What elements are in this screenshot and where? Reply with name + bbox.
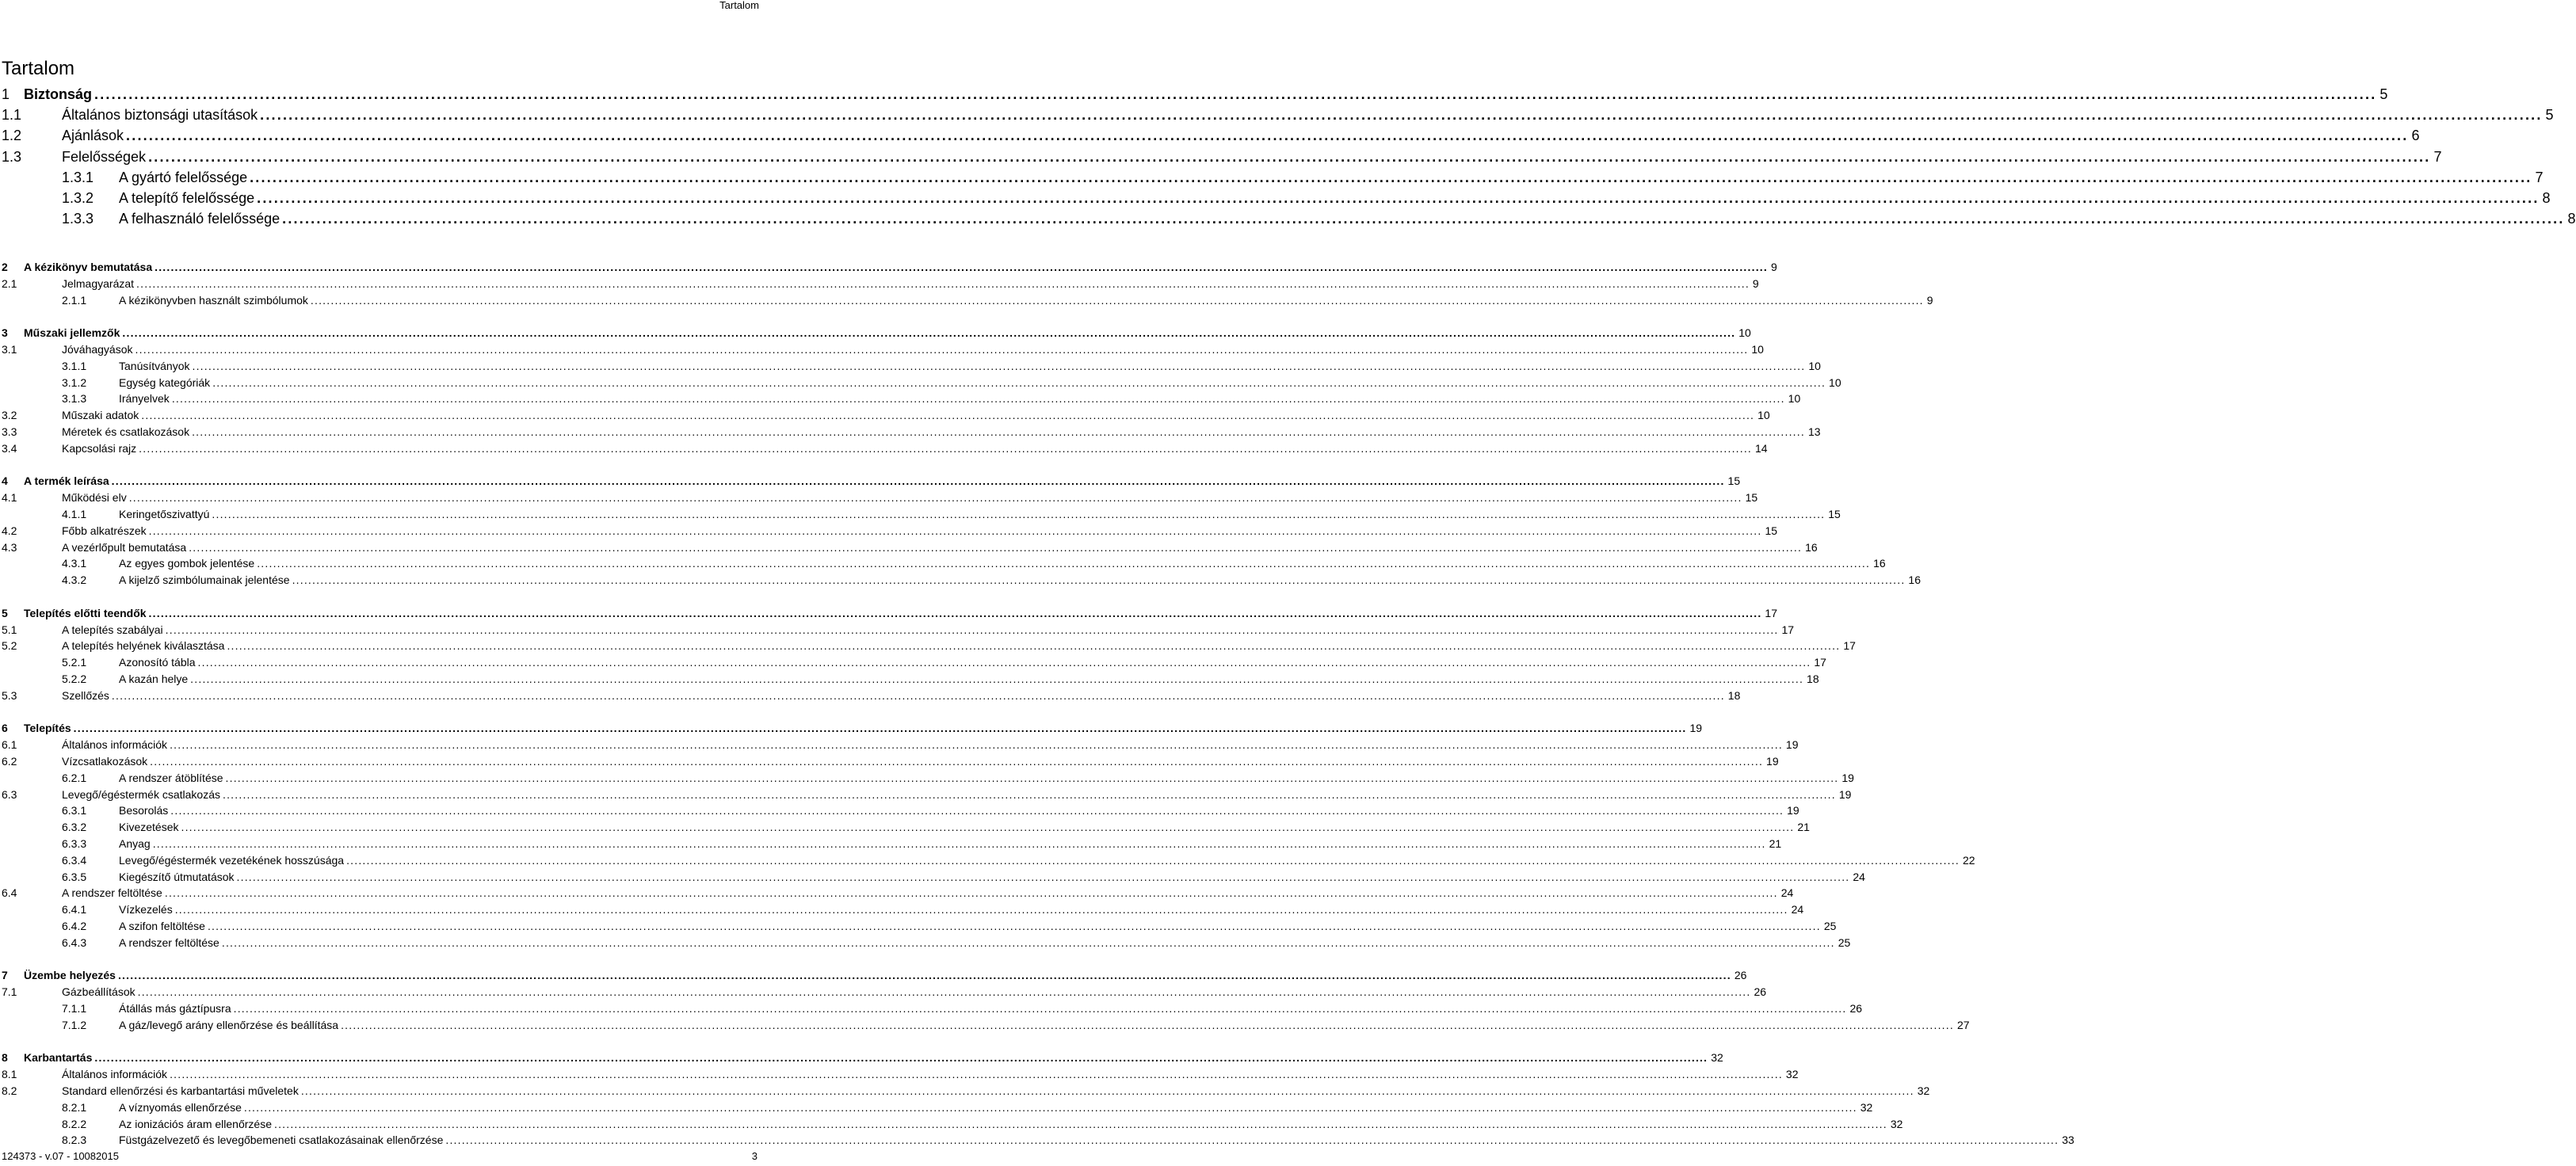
toc-entry-label: Keringetőszivattyú [119,508,210,520]
toc-entry-page: 10 [1757,409,1770,422]
toc-entry-label: A kézikönyvben használt szimbólumok [119,293,308,307]
toc-entry-number: 5 [2,606,8,619]
toc-entry-page: 10 [1829,375,1841,389]
toc-entry-label: Kivezetések [119,821,179,834]
toc-entry[interactable] [0,260,1777,274]
toc-entry-number: 7.1 [2,985,17,999]
dot-leader: ................................................................................................................................................................................................................................................................................................................................................................................................................ [122,326,1736,340]
dot-leader: ................................................................................................................................................................................................................................................................................................................................................................................................................ [94,86,2377,102]
toc-entry[interactable] [0,968,1747,982]
toc-entry-number: 8 [2,1051,8,1065]
dot-leader: ................................................................................................................................................................................................................................................................................................................................................................................................................ [152,837,1766,850]
dot-leader: ................................................................................................................................................................................................................................................................................................................................................................................................................ [257,557,1871,570]
toc-entry-number: 5.2 [2,639,17,653]
toc-entry-page: 26 [1754,985,1767,999]
dot-leader: ................................................................................................................................................................................................................................................................................................................................................................................................................ [135,343,1749,356]
toc-entry-label: A víznyomás ellenőrzése [119,1100,242,1114]
dot-leader: ................................................................................................................................................................................................................................................................................................................................................................................................................ [126,128,2409,144]
dot-leader: ................................................................................................................................................................................................................................................................................................................................................................................................................ [212,508,1826,520]
toc-entry-number: 3.3 [2,425,17,438]
toc-entry-label: A rendszer átöblítése [119,771,223,784]
toc-entry-number: 6.4.2 [62,920,87,932]
toc-entry-label: Kiegészítő útmutatások [119,870,235,883]
toc-entry-number: 6.3.5 [62,870,87,883]
dot-leader: ................................................................................................................................................................................................................................................................................................................................................................................................................ [292,573,1906,587]
toc-entry-label: Méretek és csatlakozások [62,425,190,438]
toc-entry-page: 16 [1805,540,1818,554]
toc-entry-number: 6.4.1 [62,903,87,916]
toc-entry-page: 8 [2542,190,2551,206]
toc-entry[interactable] [0,127,2420,144]
toc-entry-number: 1.3 [2,148,22,165]
toc-entry[interactable] [0,86,2388,103]
toc-entry-label: A telepítés helyének kiválasztása [62,639,225,653]
toc-entry[interactable] [0,540,1818,554]
toc-entry-label: A kijelző szimbólumainak jelentése [119,573,290,587]
toc-entry-page: 17 [1765,606,1777,619]
toc-entry-page: 5 [2545,107,2554,124]
toc-entry-number: 7.1.1 [62,1002,87,1015]
toc-entry[interactable] [0,606,1777,620]
toc-entry-page: 17 [1814,656,1826,669]
toc-entry-label: A termék leírása [24,474,109,488]
toc-entry[interactable] [0,1067,1799,1081]
toc-entry-number: 1.3.1 [62,169,94,185]
dot-leader: ................................................................................................................................................................................................................................................................................................................................................................................................................ [207,920,1821,932]
toc-entry-label: Besorolás [119,804,169,817]
toc-entry-page: 7 [2433,148,2442,165]
toc-entry-label: Általános információk [62,1068,168,1081]
toc-entry-page: 9 [1752,276,1759,290]
page-number: 3 [751,1150,758,1162]
toc-entry-page: 21 [1797,821,1810,834]
dot-leader: ................................................................................................................................................................................................................................................................................................................................................................................................................ [221,935,1835,949]
toc-entry[interactable] [0,573,1921,587]
dot-leader: ................................................................................................................................................................................................................................................................................................................................................................................................................ [73,722,1687,735]
toc-entry-page: 8 [2567,211,2576,227]
toc-entry-number: 7.1.2 [62,1018,87,1031]
toc-entry-number: 6.3 [2,787,17,801]
toc-entry-page: 32 [1711,1051,1723,1065]
toc-entry-page: 19 [1785,738,1799,752]
toc-entry-label: A gáz/levegő arány ellenőrzése és beállítása [119,1018,339,1031]
toc-entry-number: 4.3 [2,540,17,554]
toc-entry-number: 3 [2,326,8,340]
document-id: 124373 - v.07 - 10082015 [2,1150,119,1162]
toc-entry[interactable] [0,1117,1903,1131]
toc-entry[interactable] [0,853,1975,867]
dot-leader: ................................................................................................................................................................................................................................................................................................................................................................................................................ [273,1117,1887,1130]
dot-leader: ................................................................................................................................................................................................................................................................................................................................................................................................................ [227,639,1841,653]
toc-entry-page: 15 [1745,491,1758,505]
toc-entry[interactable] [0,737,1799,752]
dot-leader: ................................................................................................................................................................................................................................................................................................................................................................................................................ [233,1002,1847,1015]
toc-entry-number: 4.2 [2,524,17,537]
toc-entry-page: 10 [1738,326,1751,340]
toc-entry-label: Tanúsítványok [119,359,190,372]
dot-leader: ................................................................................................................................................................................................................................................................................................................................................................................................................ [189,540,1803,554]
toc-entry-page: 25 [1838,935,1851,949]
toc-entry-label: A kézikönyv bemutatása [24,261,153,273]
toc-entry-number: 6.3.1 [62,804,87,817]
toc-entry-label: A szifon feltöltése [119,920,205,932]
dot-leader: ................................................................................................................................................................................................................................................................................................................................................................................................................ [165,623,1779,636]
toc-entry-page: 27 [1956,1018,1970,1031]
toc-entry-page: 16 [1908,573,1921,587]
toc-entry-page: 24 [1791,903,1804,916]
toc-entry-number: 5.3 [2,688,17,702]
toc-entry[interactable] [0,771,1854,785]
toc-entry-number: 6.3.3 [62,837,87,850]
dot-leader: ................................................................................................................................................................................................................................................................................................................................................................................................................ [300,1084,1914,1097]
toc-entry-number: 6.3.4 [62,853,87,867]
toc-entry-page: 19 [1841,771,1854,784]
toc-entry[interactable] [0,342,1764,356]
toc-entry[interactable] [0,638,1856,653]
toc-entry[interactable] [0,408,1770,422]
toc-entry[interactable] [0,935,1851,950]
toc-entry-page: 33 [2062,1134,2074,1147]
dot-leader: ................................................................................................................................................................................................................................................................................................................................................................................................................ [341,1018,1954,1031]
toc-entry[interactable] [0,326,1751,340]
toc-entry-label: A telepítő felelőssége [119,190,255,206]
toc-entry[interactable] [0,1100,1873,1115]
toc-entry-page: 32 [1890,1117,1903,1130]
toc-entry-page: 17 [1843,639,1856,653]
toc-entry-label: Kapcsolási rajz [62,441,137,455]
toc-entry-page: 22 [1962,853,1975,867]
toc-entry[interactable] [0,425,1821,439]
toc-entry-number: 5.2.2 [62,673,87,685]
toc-entry[interactable] [0,1084,1930,1098]
dot-leader: ................................................................................................................................................................................................................................................................................................................................................................................................................ [212,375,1826,389]
toc-entry-page: 9 [1770,261,1777,273]
dot-leader: ................................................................................................................................................................................................................................................................................................................................................................................................................ [282,211,2565,227]
toc-entry-page: 15 [1765,524,1778,537]
toc-entry[interactable] [0,169,2544,186]
toc-entry-page: 9 [1926,293,1933,307]
toc-entry[interactable] [0,820,1810,834]
toc-entry[interactable] [0,1018,1970,1032]
dot-leader: ................................................................................................................................................................................................................................................................................................................................................................................................................ [111,688,1725,702]
toc-entry-label: Azonosító tábla [119,656,196,669]
dot-leader: ................................................................................................................................................................................................................................................................................................................................................................................................................ [346,853,1960,867]
toc-entry[interactable] [0,507,1841,521]
toc-entry-number: 1.1 [2,107,22,124]
toc-entry-number: 2 [2,261,8,273]
toc-entry-label: Jóváhagyások [62,343,133,356]
toc-entry[interactable] [0,148,2442,166]
toc-entry-number: 8.1 [2,1068,17,1081]
toc-entry[interactable] [0,441,1768,455]
toc-entry-page: 17 [1781,623,1795,636]
dot-leader: ................................................................................................................................................................................................................................................................................................................................................................................................................ [250,169,2532,185]
dot-leader: ................................................................................................................................................................................................................................................................................................................................................................................................................ [94,1051,1708,1065]
toc-entry-number: 2.1.1 [62,293,87,307]
toc-entry-number: 2.1 [2,276,17,290]
toc-entry-number: 6.4 [2,886,17,900]
toc-entry-number: 8.2.3 [62,1134,87,1147]
toc-entry-number: 1.2 [2,128,22,144]
toc-entry-page: 32 [1917,1084,1930,1097]
dot-leader: ................................................................................................................................................................................................................................................................................................................................................................................................................ [171,392,1785,406]
dot-leader: ................................................................................................................................................................................................................................................................................................................................................................................................................ [445,1134,2059,1147]
toc-entry[interactable] [0,919,1837,933]
toc-entry-page: 10 [1751,343,1764,356]
toc-entry[interactable] [0,524,1778,538]
toc-entry[interactable] [0,754,1779,768]
toc-entry[interactable] [0,886,1794,900]
toc-entry[interactable] [0,787,1852,802]
dot-leader: ................................................................................................................................................................................................................................................................................................................................................................................................................ [141,409,1755,422]
dot-leader: ................................................................................................................................................................................................................................................................................................................................................................................................................ [170,1068,1783,1081]
toc-entry-label: Standard ellenőrzési és karbantartási műveletek [62,1084,299,1097]
dot-leader: ................................................................................................................................................................................................................................................................................................................................................................................................................ [155,261,1768,273]
toc-entry-label: Levegő/égéstermék vezetékének hosszúsága [119,853,345,867]
dot-leader: ................................................................................................................................................................................................................................................................................................................................................................................................................ [170,738,1783,752]
toc-entry-label: Vízkezelés [119,903,173,916]
page-title: Tartalom [2,58,75,80]
toc-entry[interactable] [0,210,2576,227]
toc-entry-page: 10 [1808,359,1821,372]
toc-entry-label: Biztonság [24,86,93,102]
toc-entry-label: A rendszer feltöltése [62,886,162,900]
toc-entry-number: 6 [2,722,8,735]
toc-entry[interactable] [0,902,1804,916]
toc-entry-number: 4.1 [2,491,17,505]
dot-leader: ................................................................................................................................................................................................................................................................................................................................................................................................................ [148,148,2431,165]
toc-entry-page: 18 [1727,688,1741,702]
toc-entry-number: 4.1.1 [62,508,87,520]
running-header: Tartalom [719,0,759,11]
toc-entry[interactable] [0,490,1758,505]
toc-entry-number: 6.1 [2,738,17,752]
toc-entry-page: 26 [1734,969,1747,982]
dot-leader: ................................................................................................................................................................................................................................................................................................................................................................................................................ [223,787,1836,801]
dot-leader: ................................................................................................................................................................................................................................................................................................................................................................................................................ [128,491,1742,505]
toc-entry[interactable] [0,836,1782,851]
toc-entry-label: A telepítés szabályai [62,623,163,636]
toc-entry[interactable] [0,391,1801,406]
toc-entry-number: 3.1.1 [62,359,87,372]
toc-entry-label: Karbantartás [24,1051,93,1065]
toc-entry[interactable] [0,359,1821,373]
dot-leader: ................................................................................................................................................................................................................................................................................................................................................................................................................ [148,606,1762,619]
toc-entry-number: 8.2 [2,1084,17,1097]
toc-entry-label: Általános biztonsági utasítások [62,107,258,124]
toc-entry[interactable] [0,106,2554,124]
toc-entry-number: 5.1 [2,623,17,636]
toc-entry[interactable] [0,672,1819,686]
toc-entry-page: 32 [1785,1068,1799,1081]
dot-leader: ................................................................................................................................................................................................................................................................................................................................................................................................................ [192,359,1806,372]
toc-entry-label: Telepítés [24,722,71,735]
toc-entry-page: 7 [2535,169,2544,185]
toc-entry-label: Felelősségek [62,148,147,165]
dot-leader: ................................................................................................................................................................................................................................................................................................................................................................................................................ [243,1100,1857,1114]
toc-entry-label: Üzembe helyezés [24,969,116,982]
toc-entry-number: 3.1.2 [62,375,87,389]
dot-leader: ................................................................................................................................................................................................................................................................................................................................................................................................................ [137,985,1751,999]
dot-leader: ................................................................................................................................................................................................................................................................................................................................................................................................................ [148,524,1762,537]
dot-leader: ................................................................................................................................................................................................................................................................................................................................................................................................................ [236,870,1850,883]
toc-entry-page: 21 [1769,837,1782,850]
toc-entry-page: 19 [1838,787,1852,801]
toc-entry-number: 3.1 [2,343,17,356]
dot-leader: ................................................................................................................................................................................................................................................................................................................................................................................................................ [257,190,2540,206]
toc-entry-number: 4.3.2 [62,573,87,587]
toc-entry-label: Műszaki jellemzők [24,326,120,340]
toc-entry-label: Műszaki adatok [62,409,139,422]
toc-entry[interactable] [0,276,1759,291]
toc-entry-page: 26 [1849,1002,1863,1015]
toc-entry[interactable] [0,189,2551,207]
toc-entry-label: Egység kategóriák [119,375,211,389]
toc-entry-number: 4 [2,474,8,488]
dot-leader: ................................................................................................................................................................................................................................................................................................................................................................................................................ [192,425,1805,438]
toc-entry-number: 3.2 [2,409,17,422]
toc-entry-page: 19 [1766,755,1779,768]
toc-entry-label: Főbb alkatrészek [62,524,147,537]
toc-entry-label: Átállás más gáztípusra [119,1002,231,1015]
dot-leader: ................................................................................................................................................................................................................................................................................................................................................................................................................ [197,656,1811,669]
toc-entry-page: 14 [1755,441,1768,455]
toc-entry-number: 1 [2,86,10,102]
toc-entry-page: 19 [1689,722,1703,735]
toc-entry-number: 6.2.1 [62,771,87,784]
toc-entry-page: 6 [2411,128,2420,144]
toc-entry-label: Az ionizációs áram ellenőrzése [119,1117,272,1130]
dot-leader: ................................................................................................................................................................................................................................................................................................................................................................................................................ [170,804,1784,817]
dot-leader: ................................................................................................................................................................................................................................................................................................................................................................................................................ [181,821,1795,834]
toc-entry-label: A vezérlőpult bemutatása [62,540,187,554]
toc-entry-label: Ajánlások [62,128,124,144]
toc-entry-number: 8.2.1 [62,1100,87,1114]
toc-entry-label: Működési elv [62,491,127,505]
toc-entry[interactable] [0,803,1799,817]
toc-entry-label: Az egyes gombok jelentése [119,557,255,570]
toc-entry-number: 3.1.3 [62,392,87,406]
toc-entry[interactable] [0,1050,1723,1065]
toc-entry[interactable] [0,985,1767,999]
toc-entry-number: 6.3.2 [62,821,87,834]
toc-entry-page: 18 [1807,673,1819,685]
toc-entry-label: Levegő/égéstermék csatlakozás [62,787,220,801]
dot-leader: ................................................................................................................................................................................................................................................................................................................................................................................................................ [310,293,1924,307]
toc-entry-label: Vízcsatlakozások [62,755,148,768]
toc-entry-number: 6.4.3 [62,935,87,949]
toc-entry[interactable] [0,655,1826,669]
toc-entry[interactable] [0,623,1795,637]
toc-entry-label: Anyag [119,837,151,850]
toc-entry-page: 32 [1860,1100,1873,1114]
toc-entry-number: 6.2 [2,755,17,768]
toc-entry-label: Füstgázelvezető és levegőbemeneti csatlakozásainak ellenőrzése [119,1134,444,1147]
toc-entry-label: A gyártó felelőssége [119,169,248,185]
dot-leader: ................................................................................................................................................................................................................................................................................................................................................................................................................ [190,673,1804,685]
toc-entry-page: 25 [1823,920,1837,932]
toc-entry[interactable] [0,870,1865,884]
toc-entry-number: 1.3.3 [62,211,94,227]
toc-entry-page: 13 [1807,425,1821,438]
dot-leader: ................................................................................................................................................................................................................................................................................................................................................................................................................ [260,107,2543,124]
toc-entry-label: A felhasználó felelőssége [119,211,280,227]
toc-entry-number: 4.3.1 [62,557,87,570]
toc-entry[interactable] [0,688,1741,703]
dot-leader: ................................................................................................................................................................................................................................................................................................................................................................................................................ [174,903,1788,916]
toc-entry-number: 7 [2,969,8,982]
toc-entry-page: 16 [1873,557,1886,570]
dot-leader: ................................................................................................................................................................................................................................................................................................................................................................................................................ [150,755,1764,768]
toc-entry-label: A kazán helye [119,673,189,685]
toc-entry[interactable] [0,1133,2074,1147]
toc-entry-page: 24 [1853,870,1865,883]
toc-entry-page: 15 [1727,474,1741,488]
toc-entry-page: 5 [2379,86,2388,102]
toc-entry-number: 5.2.1 [62,656,87,669]
toc-entry-number: 8.2.2 [62,1117,87,1130]
toc-entry[interactable] [0,1001,1863,1015]
dot-leader: ................................................................................................................................................................................................................................................................................................................................................................................................................ [136,276,1750,290]
toc-entry[interactable] [0,721,1703,735]
toc-entry[interactable] [0,556,1886,570]
toc-entry-label: Általános információk [62,738,168,752]
toc-entry-page: 10 [1788,392,1801,406]
toc-entry-label: Szellőzés [62,688,109,702]
toc-entry-label: Jelmagyarázat [62,276,135,290]
toc-entry[interactable] [0,375,1841,390]
toc-entry[interactable] [0,474,1741,488]
toc-entry[interactable] [0,293,1933,307]
toc-entry-number: 3.4 [2,441,17,455]
dot-leader: ................................................................................................................................................................................................................................................................................................................................................................................................................ [164,886,1778,900]
dot-leader: ................................................................................................................................................................................................................................................................................................................................................................................................................ [117,969,1731,982]
toc-entry-number: 1.3.2 [62,190,94,206]
toc-entry-label: A rendszer feltöltése [119,935,219,949]
toc-entry-label: Telepítés előtti teendők [24,606,147,619]
toc-entry-page: 19 [1787,804,1799,817]
toc-entry-label: Gázbeállítások [62,985,135,999]
toc-entry-page: 15 [1828,508,1841,520]
dot-leader: ................................................................................................................................................................................................................................................................................................................................................................................................................ [139,441,1753,455]
toc-entry-label: Irányelvek [119,392,170,406]
dot-leader: ................................................................................................................................................................................................................................................................................................................................................................................................................ [111,474,1725,488]
toc-entry-page: 24 [1780,886,1794,900]
dot-leader: ................................................................................................................................................................................................................................................................................................................................................................................................................ [225,771,1839,784]
